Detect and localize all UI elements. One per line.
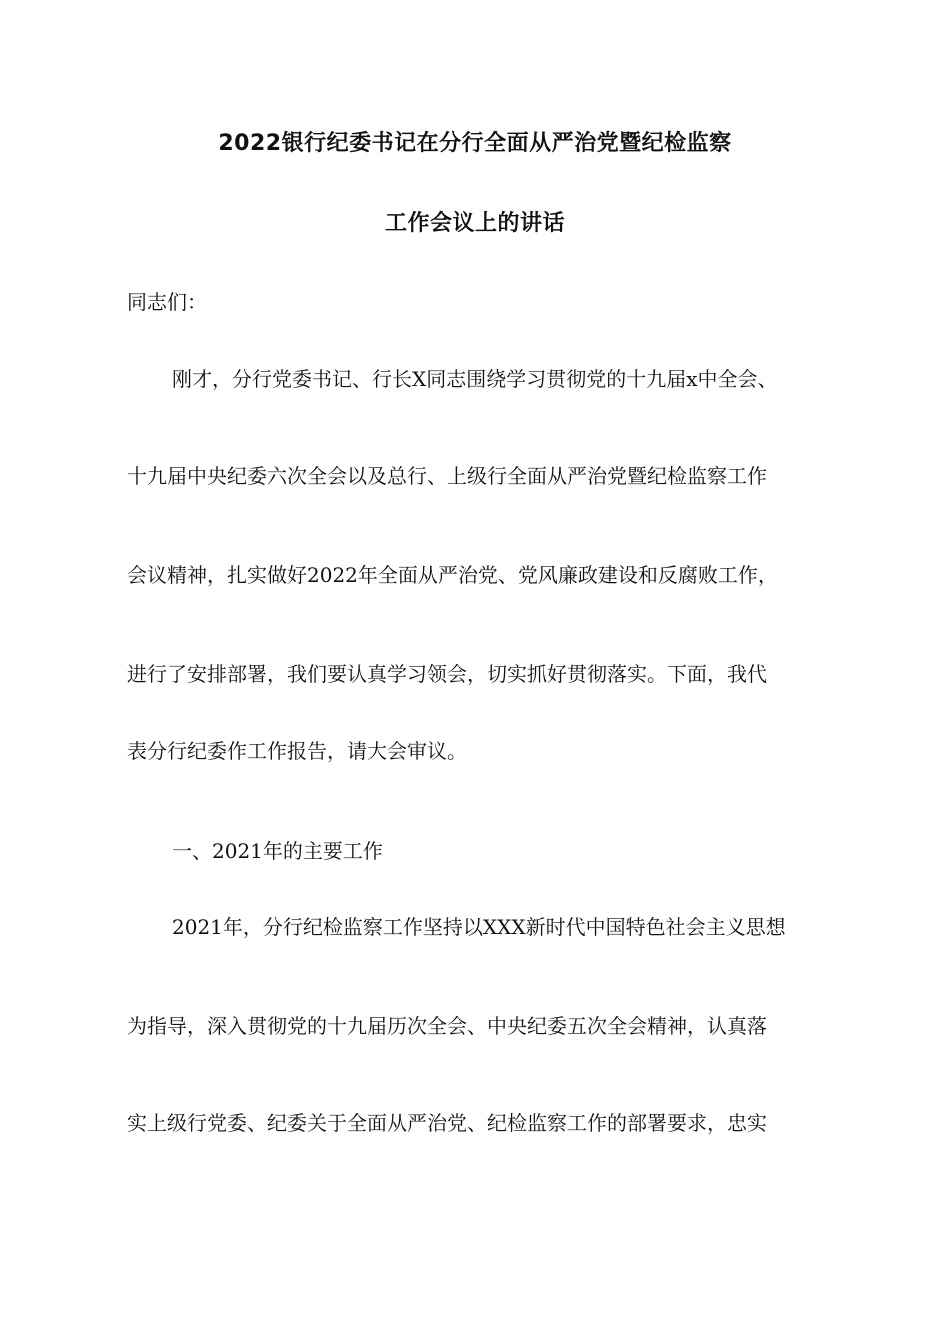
body-line: 进行了安排部署，我们要认真学习领会，切实抓好贯彻落实。下面，我代 — [127, 662, 767, 686]
body-line: 表分行纪委作工作报告，请大会审议。 — [127, 739, 467, 763]
body-line: 会议精神，扎实做好2022年全面从严治党、党风廉政建设和反腐败工作， — [127, 563, 778, 587]
body-line: 刚才，分行党委书记、行长X同志围绕学习贯彻党的十九届x中全会、 — [172, 367, 778, 391]
body-line: 为指导，深入贯彻党的十九届历次全会、中央纪委五次全会精神，认真落 — [127, 1014, 767, 1038]
document-title-line-1: 2022银行纪委书记在分行全面从严治党暨纪检监察 — [218, 131, 732, 156]
salutation: 同志们： — [127, 290, 207, 314]
section-heading: 一、2021年的主要工作 — [172, 839, 383, 863]
body-line: 2021年，分行纪检监察工作坚持以XXX新时代中国特色社会主义思想 — [172, 915, 786, 939]
body-line: 实上级行党委、纪委关于全面从严治党、纪检监察工作的部署要求，忠实 — [127, 1111, 767, 1135]
document-title-line-2: 工作会议上的讲话 — [384, 211, 565, 236]
body-line: 十九届中央纪委六次全会以及总行、上级行全面从严治党暨纪检监察工作 — [127, 464, 767, 488]
